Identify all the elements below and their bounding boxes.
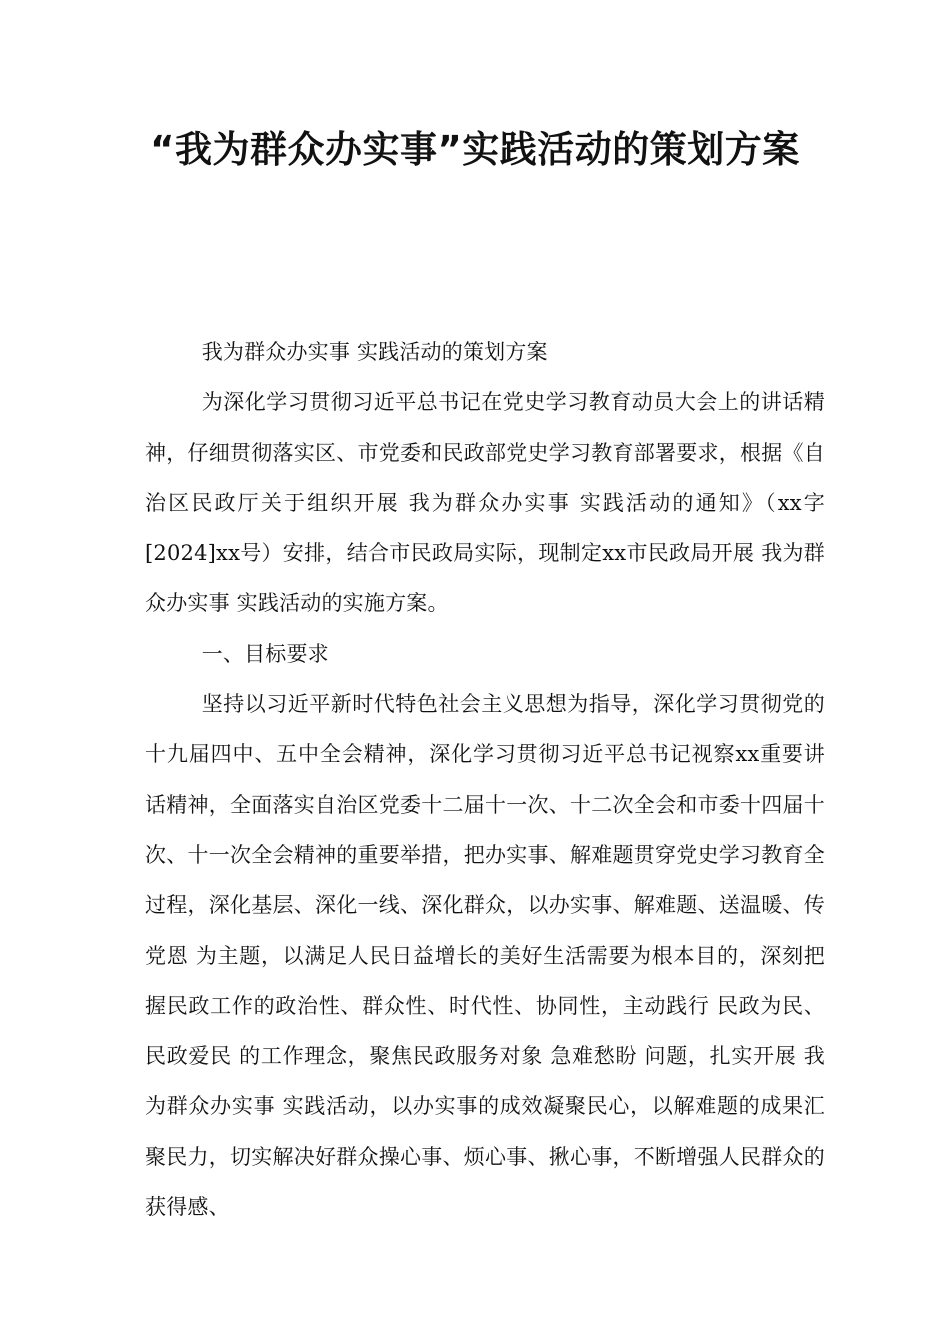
paragraph-subtitle: 我为群众办实事 实践活动的策划方案 <box>201 340 548 364</box>
document-body <box>145 327 825 1232</box>
document-title: “我为群众办实事”实践活动的策划方案 <box>150 128 800 171</box>
paragraph-goals: 坚持以习近平新时代特色社会主义思想为指导，深化学习贯彻党的十九届四中、五中全会精神，深化学习贯彻习近平总书记视察xx重要讲话精神，全面落实自治区党委十二届十一次、十二次全会和市委十四届十次、十一次全会精神的重要举措，把办实事、解难题贯穿党史学习教育全过程，深化基层、深化一线、深化群众，以办实事、解难题、送温暖、传党恩 为主题，以满足人民日益增长的美好生活需要为根本目的，深刻把握民政工作的政治性、群众性、时代性、协同性，主动践行 民政为民、民政爱民 的工作理念，聚焦民政服务对象 急难愁盼 问题，扎实开展 我为群众办实事 实践活动，以办实事的成效凝聚民心，以解难题的成果汇聚民力，切实解决好群众操心事、烦心事、揪心事，不断增强人民群众的获得感、 <box>145 692 825 1220</box>
paragraph-intro: 为深化学习贯彻习近平总书记在党史学习教育动员大会上的讲话精神，仔细贯彻落实区、市党委和民政部党史学习教育部署要求，根据《自治区民政厅关于组织开展 我为群众办实事 实践活动的通知》（xx字[2024]xx号）安排，结合市民政局实际，现制定xx市民政局开展 我为群众办实事 实践活动的实施方案。 <box>145 390 825 616</box>
section-heading-goals: 一、目标要求 <box>201 641 329 666</box>
